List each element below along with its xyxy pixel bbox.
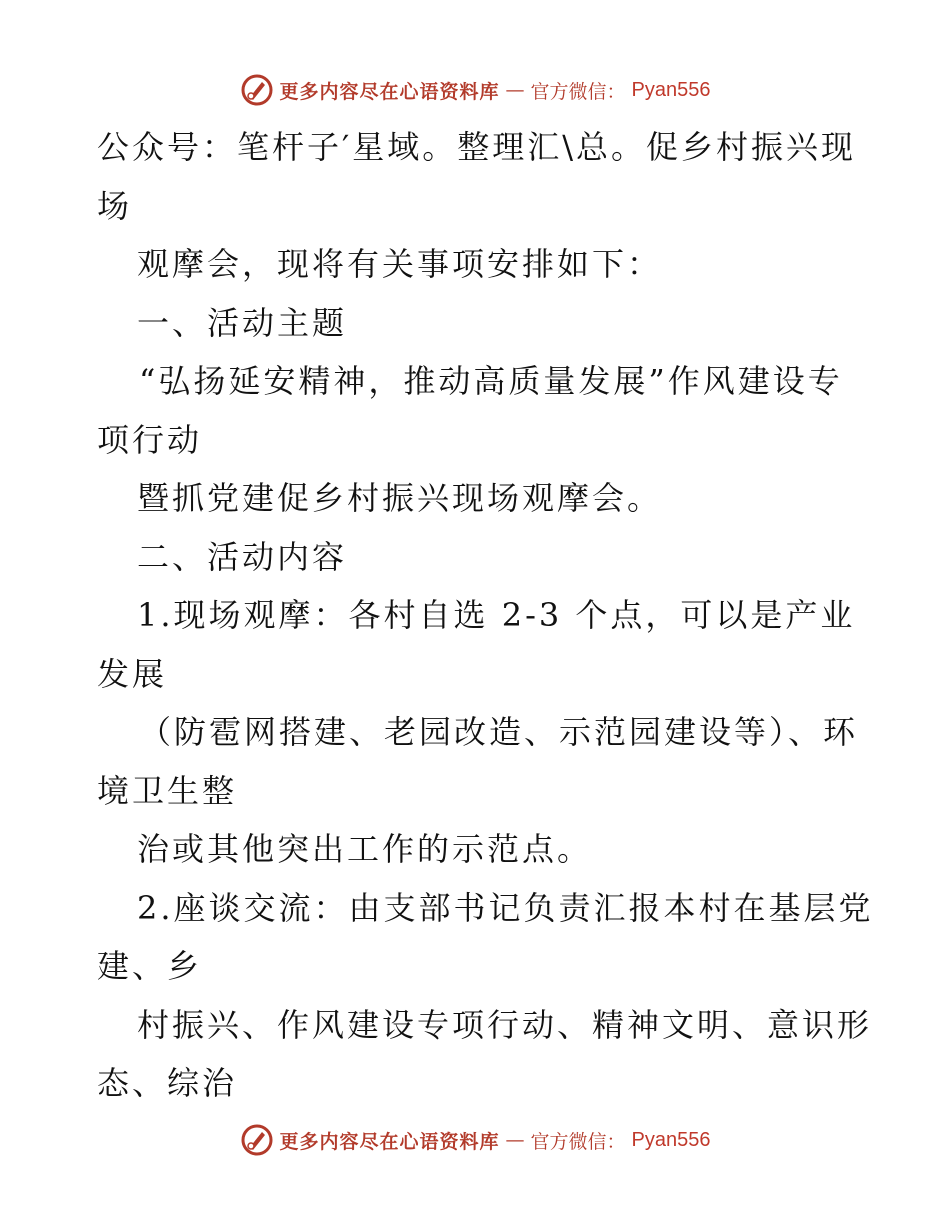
text-line-7: 暨抓党建促乡村振兴现场观摩会。 — [137, 479, 663, 517]
banner-wechat-label: 官方微信： — [530, 1130, 626, 1153]
brush-logo-icon — [240, 1123, 274, 1157]
text-line-2: 场 — [97, 186, 133, 225]
text-line-16: 村振兴、作风建设专项行动、精神文明、意识形 — [137, 1005, 873, 1044]
text-line-12: 境卫生整 — [97, 771, 238, 810]
text-line-3: 观摩会，现将有关事项安排如下： — [137, 245, 663, 283]
header-watermark-banner — [0, 70, 950, 110]
text-line-15: 建、乡 — [97, 947, 203, 985]
banner-separator: — — [505, 1129, 525, 1151]
text-line-11: （防雹网搭建、老园改造、示范园建设等）、环 — [139, 713, 859, 751]
text-line-9: 1.现场观摩：各村自选 2-3 个点，可以是产业 — [137, 596, 856, 634]
text-line-5: “弘扬延安精神，推动高质量发展”作风建设专 — [139, 362, 843, 400]
text-line-14: 2.座谈交流：由支部书记负责汇报本村在基层党 — [137, 888, 874, 927]
text-line-6: 项行动 — [97, 420, 203, 459]
section-heading-theme: 一、活动主题 — [137, 303, 348, 342]
section-heading-content: 二、活动内容 — [137, 537, 348, 576]
footer-watermark-banner — [0, 1120, 950, 1160]
banner-main-text: 更多内容尽在心语资料库 — [279, 1130, 500, 1153]
text-line-1: 公众号：笔杆子′星域。整理汇\总。促乡村振兴现 — [97, 128, 857, 166]
banner-wechat-id: Pyan556 — [631, 1128, 711, 1151]
brush-logo-icon — [240, 73, 274, 107]
banner-main-text: 更多内容尽在心语资料库 — [279, 80, 500, 103]
document-body — [97, 118, 874, 1113]
banner-wechat-id: Pyan556 — [631, 78, 711, 101]
text-line-17: 态、综治 — [97, 1064, 238, 1102]
banner-separator: — — [505, 79, 525, 101]
text-line-13: 治或其他突出工作的示范点。 — [137, 830, 593, 868]
banner-wechat-label: 官方微信： — [530, 80, 626, 103]
text-line-10: 发展 — [97, 654, 168, 693]
